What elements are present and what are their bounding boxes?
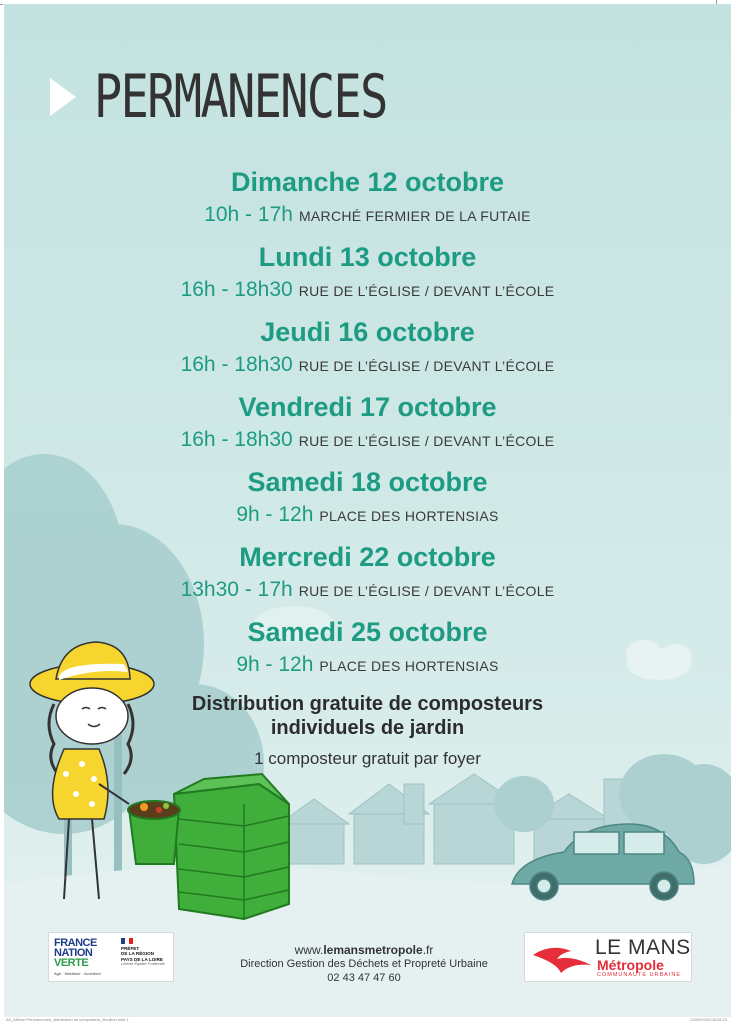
entry-day: Mercredi 22 octobre: [239, 542, 496, 572]
entry-slot: [4, 650, 731, 682]
schedule-list: [4, 166, 731, 691]
entry-slot: [4, 500, 731, 532]
entry-place: RUE DE L’ÉGLISE / DEVANT L’ÉCOLE: [298, 583, 555, 599]
entry-hours: 13h30 - 17h: [180, 578, 293, 601]
print-date-info: 23/09/2025 08:28:23: [690, 1017, 727, 1022]
distribution-title-line2: individuels de jardin: [270, 717, 465, 739]
url-prefix: www.: [294, 943, 324, 957]
entry-day: Dimanche 12 octobre: [230, 167, 505, 197]
fnv-line: VERTE: [54, 957, 89, 969]
entry-hours: 16h - 18h30: [180, 278, 293, 301]
website-link[interactable]: [214, 943, 514, 957]
entry-day: Jeudi 16 octobre: [260, 317, 475, 347]
page-title: PERMANENCES: [94, 62, 387, 132]
entry-slot: [4, 200, 731, 232]
fnv-line: NATION: [54, 947, 93, 959]
department-name: Direction Gestion des Déchets et Propreté Urbaine: [240, 958, 488, 970]
entry-hours: 9h - 12h: [236, 503, 314, 526]
distribution-subtitle: 1 composteur gratuit par foyer: [254, 749, 481, 768]
entry-slot: [4, 425, 731, 457]
prefet-logo: [121, 938, 169, 967]
play-arrow-icon: [48, 76, 78, 118]
schedule-entry: [4, 391, 731, 466]
entry-hours: 16h - 18h30: [180, 353, 293, 376]
entry-place: RUE DE L’ÉGLISE / DEVANT L’ÉCOLE: [298, 358, 555, 374]
phone-number: 02 43 47 47 60: [327, 972, 401, 984]
schedule-entry: [4, 316, 731, 391]
partner-logos: [48, 932, 174, 982]
distribution-title-line1: Distribution gratuite de composteurs: [191, 693, 544, 715]
le-mans-metropole-logo: [524, 932, 692, 982]
entry-hours: 10h - 17h: [204, 203, 293, 226]
entry-day: Samedi 18 octobre: [247, 467, 488, 497]
distribution-block: [4, 692, 731, 770]
prefet-motto: Liberté Égalité Fraternité: [121, 961, 165, 967]
fnv-tagline: Agir · Mobiliser · Accélérer: [54, 971, 101, 976]
entry-slot: [4, 575, 731, 607]
schedule-entry: [4, 166, 731, 241]
bird-logo-icon: [531, 941, 593, 975]
footer-contact: [214, 943, 514, 985]
le-mans-tagline: COMMUNAUTÉ URBAINE: [597, 972, 682, 978]
entry-place: PLACE DES HORTENSIAS: [319, 508, 499, 524]
entry-place: RUE DE L’ÉGLISE / DEVANT L’ÉCOLE: [298, 283, 555, 299]
compost-bucket: [128, 801, 180, 864]
url-suffix: .fr: [422, 943, 434, 957]
entry-slot: [4, 350, 731, 382]
schedule-entry: [4, 241, 731, 316]
france-nation-verte-logo: [54, 938, 97, 968]
marianne-flag-icon: [121, 938, 133, 944]
entry-place: MARCHÉ FERMIER DE LA FUTAIE: [298, 208, 531, 224]
entry-slot: [4, 275, 731, 307]
url-bold: lemansmetropole: [323, 943, 423, 957]
crop-mark: [716, 0, 717, 4]
print-file-info: A3_Affiche Permanences_distribution de composteur_Bouillon.indd 1: [6, 1017, 129, 1022]
fnv-line: FRANCE: [54, 937, 97, 949]
entry-day: Vendredi 17 octobre: [238, 392, 497, 422]
prefet-line: PRÉFET: [121, 946, 140, 951]
entry-day: Samedi 25 octobre: [247, 617, 488, 647]
entry-hours: 9h - 12h: [236, 653, 314, 676]
entry-day: Lundi 13 octobre: [258, 242, 477, 272]
prefet-line: PAYS DE LA LOIRE: [121, 956, 163, 962]
schedule-entry: [4, 466, 731, 541]
prefet-line: DE LA RÉGION: [121, 951, 155, 957]
poster: [4, 4, 731, 1017]
schedule-entry: [4, 541, 731, 616]
entry-place: RUE DE L’ÉGLISE / DEVANT L’ÉCOLE: [298, 433, 555, 449]
entry-place: PLACE DES HORTENSIAS: [319, 658, 499, 674]
crop-mark: [0, 4, 3, 5]
compost-bin: [174, 774, 289, 919]
entry-hours: 16h - 18h30: [180, 428, 293, 451]
le-mans-metropole: Métropole: [597, 957, 664, 973]
le-mans-name: LE MANS: [595, 936, 691, 959]
schedule-entry: [4, 616, 731, 691]
